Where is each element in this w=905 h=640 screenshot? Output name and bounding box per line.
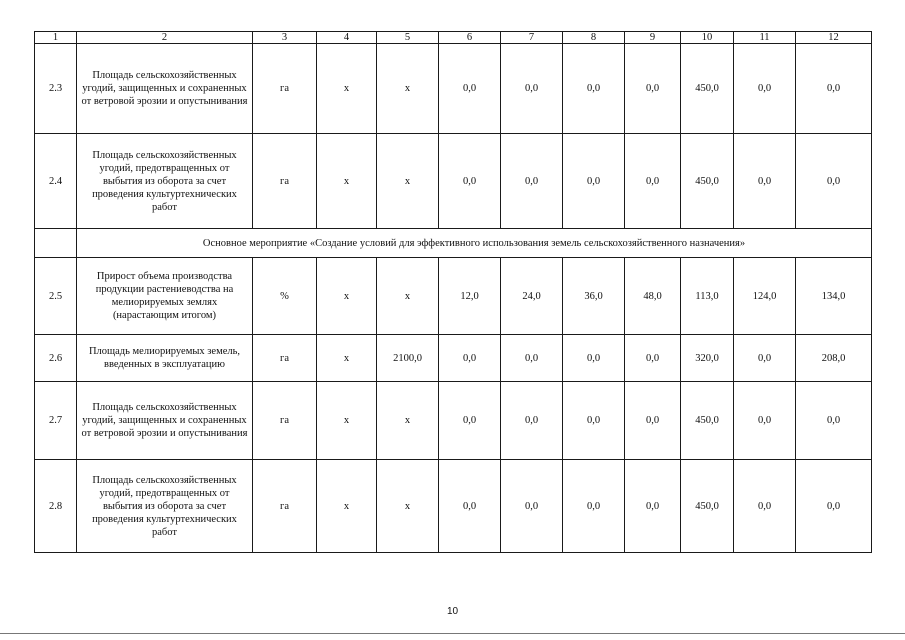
row-number-cell: 2.5: [35, 258, 77, 335]
indicator-table: [34, 31, 872, 553]
value-cell-c6: 0,0: [439, 460, 501, 553]
value-cell-c5: 2100,0: [377, 335, 439, 382]
table-row: [35, 335, 872, 382]
value-cell-c12: 208,0: [796, 335, 872, 382]
indicator-name-cell: Площадь сельскохозяйственных угодий, предотвращенных от выбытия из оборота за счет проведения культуртехнических работ: [77, 134, 253, 229]
value-cell-c6: 0,0: [439, 382, 501, 460]
column-header-3: 3: [253, 32, 317, 44]
value-cell-c8: 0,0: [563, 134, 625, 229]
value-cell-c7: 0,0: [501, 335, 563, 382]
value-cell-c5: х: [377, 258, 439, 335]
unit-cell: га: [253, 382, 317, 460]
column-header-12: 12: [796, 32, 872, 44]
value-cell-c8: 0,0: [563, 335, 625, 382]
value-cell-c12: 0,0: [796, 44, 872, 134]
value-cell-c11: 0,0: [734, 335, 796, 382]
row-number-cell: 2.6: [35, 335, 77, 382]
value-cell-c5: х: [377, 460, 439, 553]
indicator-name-cell: Площадь сельскохозяйственных угодий, предотвращенных от выбытия из оборота за счет проведения культуртехнических работ: [77, 460, 253, 553]
value-cell-c12: 0,0: [796, 134, 872, 229]
value-cell-c10: 450,0: [681, 382, 734, 460]
value-cell-c11: 0,0: [734, 134, 796, 229]
value-cell-c6: 0,0: [439, 134, 501, 229]
indicator-table-sheet: [34, 31, 872, 553]
value-cell-c9: 0,0: [625, 382, 681, 460]
table-header-row: [35, 32, 872, 44]
table-row: [35, 382, 872, 460]
column-header-9: 9: [625, 32, 681, 44]
value-cell-c9: 0,0: [625, 460, 681, 553]
value-cell-c7: 0,0: [501, 134, 563, 229]
value-cell-c11: 124,0: [734, 258, 796, 335]
indicator-name-cell: Площадь сельскохозяйственных угодий, защищенных и сохраненных от ветровой эрозии и опустынивания: [77, 44, 253, 134]
column-header-1: 1: [35, 32, 77, 44]
value-cell-c8: 36,0: [563, 258, 625, 335]
column-header-4: 4: [317, 32, 377, 44]
unit-cell: га: [253, 335, 317, 382]
row-number-cell: 2.8: [35, 460, 77, 553]
value-cell-c8: 0,0: [563, 44, 625, 134]
value-cell-c9: 0,0: [625, 134, 681, 229]
value-cell-c12: 134,0: [796, 258, 872, 335]
row-number-cell: 2.4: [35, 134, 77, 229]
value-cell-c10: 113,0: [681, 258, 734, 335]
value-cell-c11: 0,0: [734, 44, 796, 134]
value-cell-c6: 0,0: [439, 335, 501, 382]
column-header-7: 7: [501, 32, 563, 44]
value-cell-c4: х: [317, 258, 377, 335]
value-cell-c5: х: [377, 134, 439, 229]
value-cell-c7: 0,0: [501, 44, 563, 134]
value-cell-c8: 0,0: [563, 382, 625, 460]
table-row: [35, 44, 872, 134]
value-cell-c7: 0,0: [501, 460, 563, 553]
unit-cell: %: [253, 258, 317, 335]
unit-cell: га: [253, 44, 317, 134]
value-cell-c4: х: [317, 134, 377, 229]
value-cell-c9: 48,0: [625, 258, 681, 335]
column-header-6: 6: [439, 32, 501, 44]
value-cell-c7: 24,0: [501, 258, 563, 335]
column-header-10: 10: [681, 32, 734, 44]
table-row: [35, 460, 872, 553]
value-cell-c6: 12,0: [439, 258, 501, 335]
value-cell-c12: 0,0: [796, 460, 872, 553]
unit-cell: га: [253, 460, 317, 553]
unit-cell: га: [253, 134, 317, 229]
value-cell-c4: х: [317, 44, 377, 134]
row-number-cell: 2.3: [35, 44, 77, 134]
value-cell-c8: 0,0: [563, 460, 625, 553]
value-cell-c10: 320,0: [681, 335, 734, 382]
value-cell-c4: х: [317, 460, 377, 553]
value-cell-c10: 450,0: [681, 44, 734, 134]
value-cell-c4: х: [317, 335, 377, 382]
value-cell-c11: 0,0: [734, 382, 796, 460]
table-row: [35, 134, 872, 229]
value-cell-c5: х: [377, 382, 439, 460]
section-title: Основное мероприятие «Создание условий для эффективного использования земель сельскохозяйственного назначения»: [77, 229, 872, 258]
value-cell-c12: 0,0: [796, 382, 872, 460]
section-row: [35, 229, 872, 258]
value-cell-c7: 0,0: [501, 382, 563, 460]
table-row: [35, 258, 872, 335]
column-header-5: 5: [377, 32, 439, 44]
value-cell-c6: 0,0: [439, 44, 501, 134]
column-header-8: 8: [563, 32, 625, 44]
indicator-name-cell: Площадь мелиорируемых земель, введенных в эксплуатацию: [77, 335, 253, 382]
value-cell-c10: 450,0: [681, 460, 734, 553]
page-number: 10: [446, 606, 459, 617]
value-cell-c9: 0,0: [625, 44, 681, 134]
value-cell-c11: 0,0: [734, 460, 796, 553]
section-empty-cell: [35, 229, 77, 258]
indicator-name-cell: Площадь сельскохозяйственных угодий, защищенных и сохраненных от ветровой эрозии и опустынивания: [77, 382, 253, 460]
value-cell-c4: х: [317, 382, 377, 460]
column-header-2: 2: [77, 32, 253, 44]
value-cell-c10: 450,0: [681, 134, 734, 229]
row-number-cell: 2.7: [35, 382, 77, 460]
value-cell-c5: х: [377, 44, 439, 134]
indicator-name-cell: Прирост объема производства продукции растениеводства на мелиорируемых землях (нарастающим итогом): [77, 258, 253, 335]
table-body: [35, 44, 872, 553]
scan-edge-line: [0, 633, 905, 634]
column-header-11: 11: [734, 32, 796, 44]
value-cell-c9: 0,0: [625, 335, 681, 382]
